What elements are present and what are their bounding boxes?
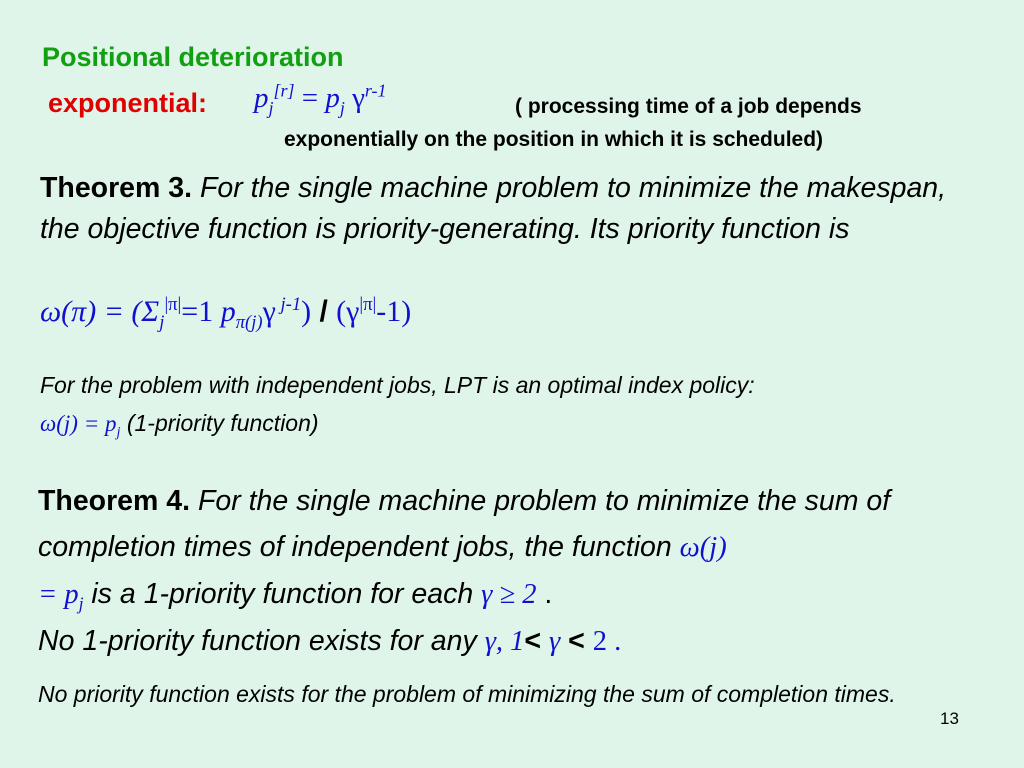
exponential-formula [254,80,387,118]
lpt-statement: For the problem with independent jobs, LPT is an optimal index policy: [40,372,755,398]
theorem-4-cond2b: γ [548,626,561,657]
formula-sup-r-1: r-1 [364,80,387,101]
theorem-4-dot1: . [536,578,553,610]
lpt-formula [40,410,319,441]
theorem-4-lt1: < [524,625,549,657]
theorem-4-cond2c: 2 [592,626,607,657]
t3-rhs-close: -1) [376,295,412,328]
t3-sup-pi2: |π| [359,294,377,315]
theorem-4-text3: No 1-priority function exists for any [38,625,485,657]
t3-rhs-open: (γ [336,295,360,328]
t3-sub-pi: π(j) [235,312,263,333]
theorem-4-sub-j: j [78,593,84,614]
page-number: 13 [940,709,959,728]
t3-sup-j: j-1 [275,294,302,315]
exponential-label: exponential: [48,88,208,118]
exponential-note-line1: ( processing time of a job depends [515,95,862,118]
lpt-sub-j: j [116,424,121,441]
theorem-3-text: For the single machine problem to minimize the makespan, the objective function is priority-generating. Its priority function is [40,172,947,245]
theorem-4-eq: = p [38,579,79,610]
theorem-4-cond1: γ ≥ 2 [481,579,537,610]
t3-gamma: γ [262,295,276,328]
t3-p: p [220,295,236,328]
no-priority-statement: No priority function exists for the problem of minimizing the sum of completion times. [38,681,896,707]
t3-eq1: =1 [181,295,221,328]
theorem-3-label: Theorem 3. [40,172,193,204]
slide-title: Positional deterioration [42,42,344,72]
theorem-4-text1: For the single machine problem to minimize the sum of completion times of independent jobs, the function [38,485,891,563]
theorem-4-omega: ω(j) [679,532,727,563]
theorem-4-text2: is a 1-priority function for each [83,578,482,610]
theorem-3-formula [40,294,412,333]
lpt-omega: ω(j) = p [40,411,117,436]
t3-slash: / [311,295,337,328]
formula-sup-r: [r] [273,80,295,101]
t3-sub-j: j [159,312,165,333]
t3-close: ) [301,295,312,328]
exponential-note-line2: exponentially on the position in which it is scheduled) [284,128,824,151]
formula-eq: = [294,82,326,114]
formula-sub-j: j [268,97,274,118]
formula-p: p [254,82,269,114]
lpt-note: (1-priority function) [120,410,319,436]
theorem-4 [38,478,998,665]
theorem-4-lt2: < [560,625,593,657]
theorem-4-dot2: . [606,626,622,657]
formula-sub-j2: j [339,97,345,118]
theorem-3 [40,168,980,250]
formula-gamma: γ [344,82,365,114]
t3-lhs: ω(π) = (Σ [40,295,160,328]
formula-p2: p [325,82,340,114]
theorem-4-cond2a: γ, 1 [484,626,525,657]
t3-sup-pi: |π| [164,294,182,315]
theorem-4-label: Theorem 4. [38,485,191,517]
